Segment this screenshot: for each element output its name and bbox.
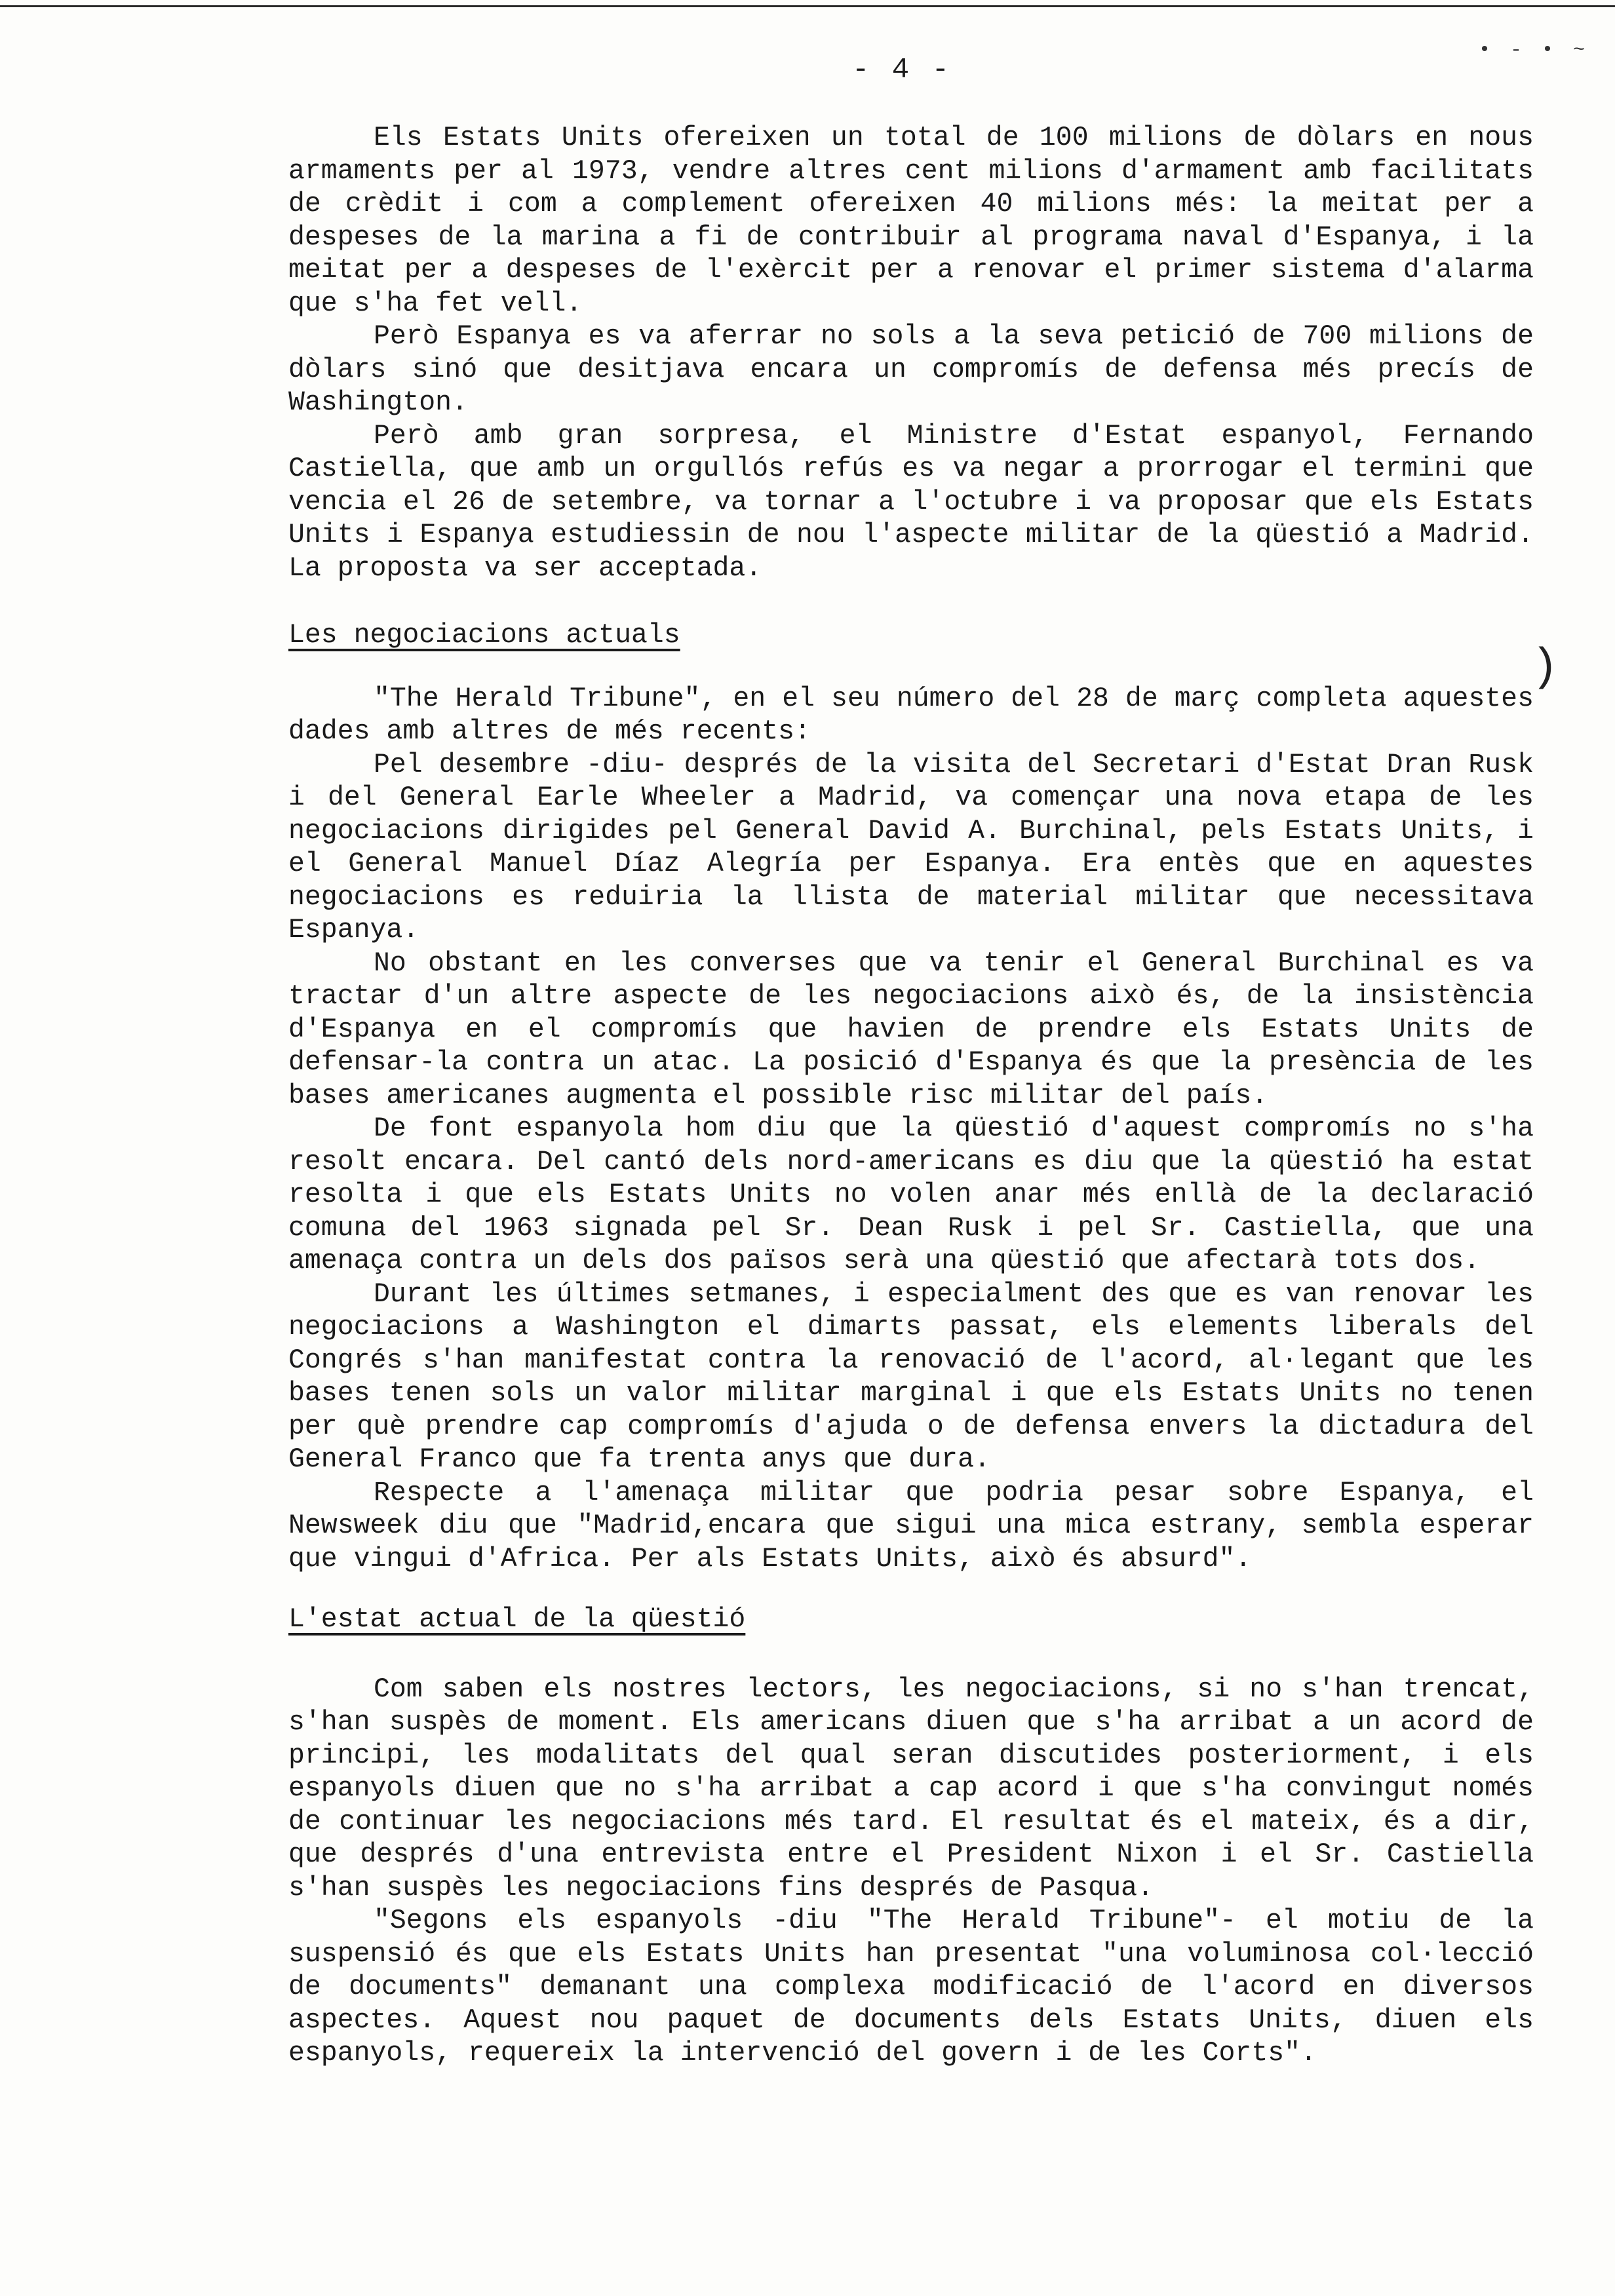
paragraph: "Segons els espanyols -diu "The Herald Tribune"- el motiu de la suspensió és que els Estats Units han presentat "una voluminosa col·lecció de documents" demanant una complexa modificació de l'acord en diversos aspectes. Aquest nou paquet de documents dels Estats Units, diuen els espanyols, requereix la intervenció del govern i de les Corts".: [288, 1905, 1534, 2069]
paragraph: Però amb gran sorpresa, el Ministre d'Estat espanyol, Fernando Castiella, que amb un orgullós refús es va negar a prorrogar el termini que vencia el 26 de setembre, va tornar a l'octubre i va proposar que els Estats Units i Espanya estudiessin de nou l'aspecte militar de la qüestió a Madrid. La proposta va ser acceptada.: [288, 420, 1534, 584]
paragraph: Durant les últimes setmanes, i especialment des que es van renovar les negociacions a Washington el dimarts passat, els elements liberals del Congrés s'han manifestat contra la renovació de l'acord, al·legant que les bases tenen sols un valor militar marginal i que els Estats Units no tenen per què prendre cap compromís d'ajuda o de defensa envers la dictadura del General Franco que fa trenta anys que dura.: [288, 1278, 1534, 1475]
section-heading: Les negociacions actuals: [288, 620, 680, 651]
paragraph: Pel desembre -diu- després de la visita del Secretari d'Estat Dran Rusk i del General Earle Wheeler a Madrid, va començar una nova etapa de les negociacions dirigides pel General David A. Burchinal, pels Estats Units, i el General Manuel Díaz Alegría per Espanya. Era entès que en aquestes negociacions es reduiria la llista de material militar que necessitava Espanya.: [288, 749, 1534, 946]
paragraph: De font espanyola hom diu que la qüestió d'aquest compromís no s'ha resolt encara. Del cantó dels nord-americans es diu que la qüestió ha estat resolta i que els Estats Units no volen anar més enllà de la declaració comuna del 1963 signada pel Sr. Dean Rusk i pel Sr. Castiella, que una amenaça contra un dels dos països serà una qüestió que afectarà tots dos.: [288, 1113, 1534, 1276]
paragraph: Però Espanya es va aferrar no sols a la seva petició de 700 milions de dòlars sinó que desitjava encara un compromís de defensa més precís de Washington.: [288, 321, 1534, 418]
document-body: [288, 122, 1534, 2071]
section-estat-actual: [288, 1674, 1534, 2071]
top-border-line: [0, 5, 1615, 7]
section-negociacions-actuals: [288, 683, 1534, 1577]
paragraph: Els Estats Units ofereixen un total de 100 milions de dòlars en nous armaments per al 1973, vendre altres cent milions d'armament amb facilitats de crèdit i com a complement ofereixen 40 milions més: la meitat per a despeses de la marina a fi de contribuir al programa naval d'Espanya, i la meitat per a despeses de l'exèrcit per a renovar el primer sistema d'alarma que s'ha fet vell.: [288, 123, 1534, 319]
page-number: - 4 -: [852, 54, 952, 86]
paragraph: No obstant en les converses que va tenir el General Burchinal es va tractar d'un altre aspecte de les negociacions això és, de la insistència d'Espanya en el compromís que havien de prendre els Estats Units de defensar-la contra un atac. La posició d'Espanya és que la presència de les bases americanes augmenta el possible risc militar del país.: [288, 947, 1534, 1111]
section-heading: L'estat actual de la qüestió: [288, 1604, 746, 1635]
corner-marks: • - • ~: [1478, 39, 1589, 62]
section-intro: [288, 122, 1534, 585]
paragraph: Respecte a l'amenaça militar que podria pesar sobre Espanya, el Newsweek diu que "Madrid,encara que sigui una mica estrany, sembla esperar que vingui d'Africa. Per als Estats Units, això és absurd".: [288, 1477, 1534, 1575]
margin-bracket-mark: ): [1531, 642, 1559, 694]
paragraph: Com saben els nostres lectors, les negociacions, si no s'han trencat, s'han suspès de moment. Els americans diuen que s'ha arribat a un acord de principi, les modalitats del qual seran discutides posteriorment, i els espanyols diuen que no s'ha arribat a cap acord i que s'ha convingut només de continuar les negociacions més tard. El resultat és el mateix, és a dir, que després d'una entrevista entre el President Nixon i el Sr. Castiella s'han suspès les negociacions fins després de Pasqua.: [288, 1674, 1534, 1904]
paragraph: "The Herald Tribune", en el seu número del 28 de març completa aquestes dades amb altres de més recents:: [288, 683, 1534, 747]
